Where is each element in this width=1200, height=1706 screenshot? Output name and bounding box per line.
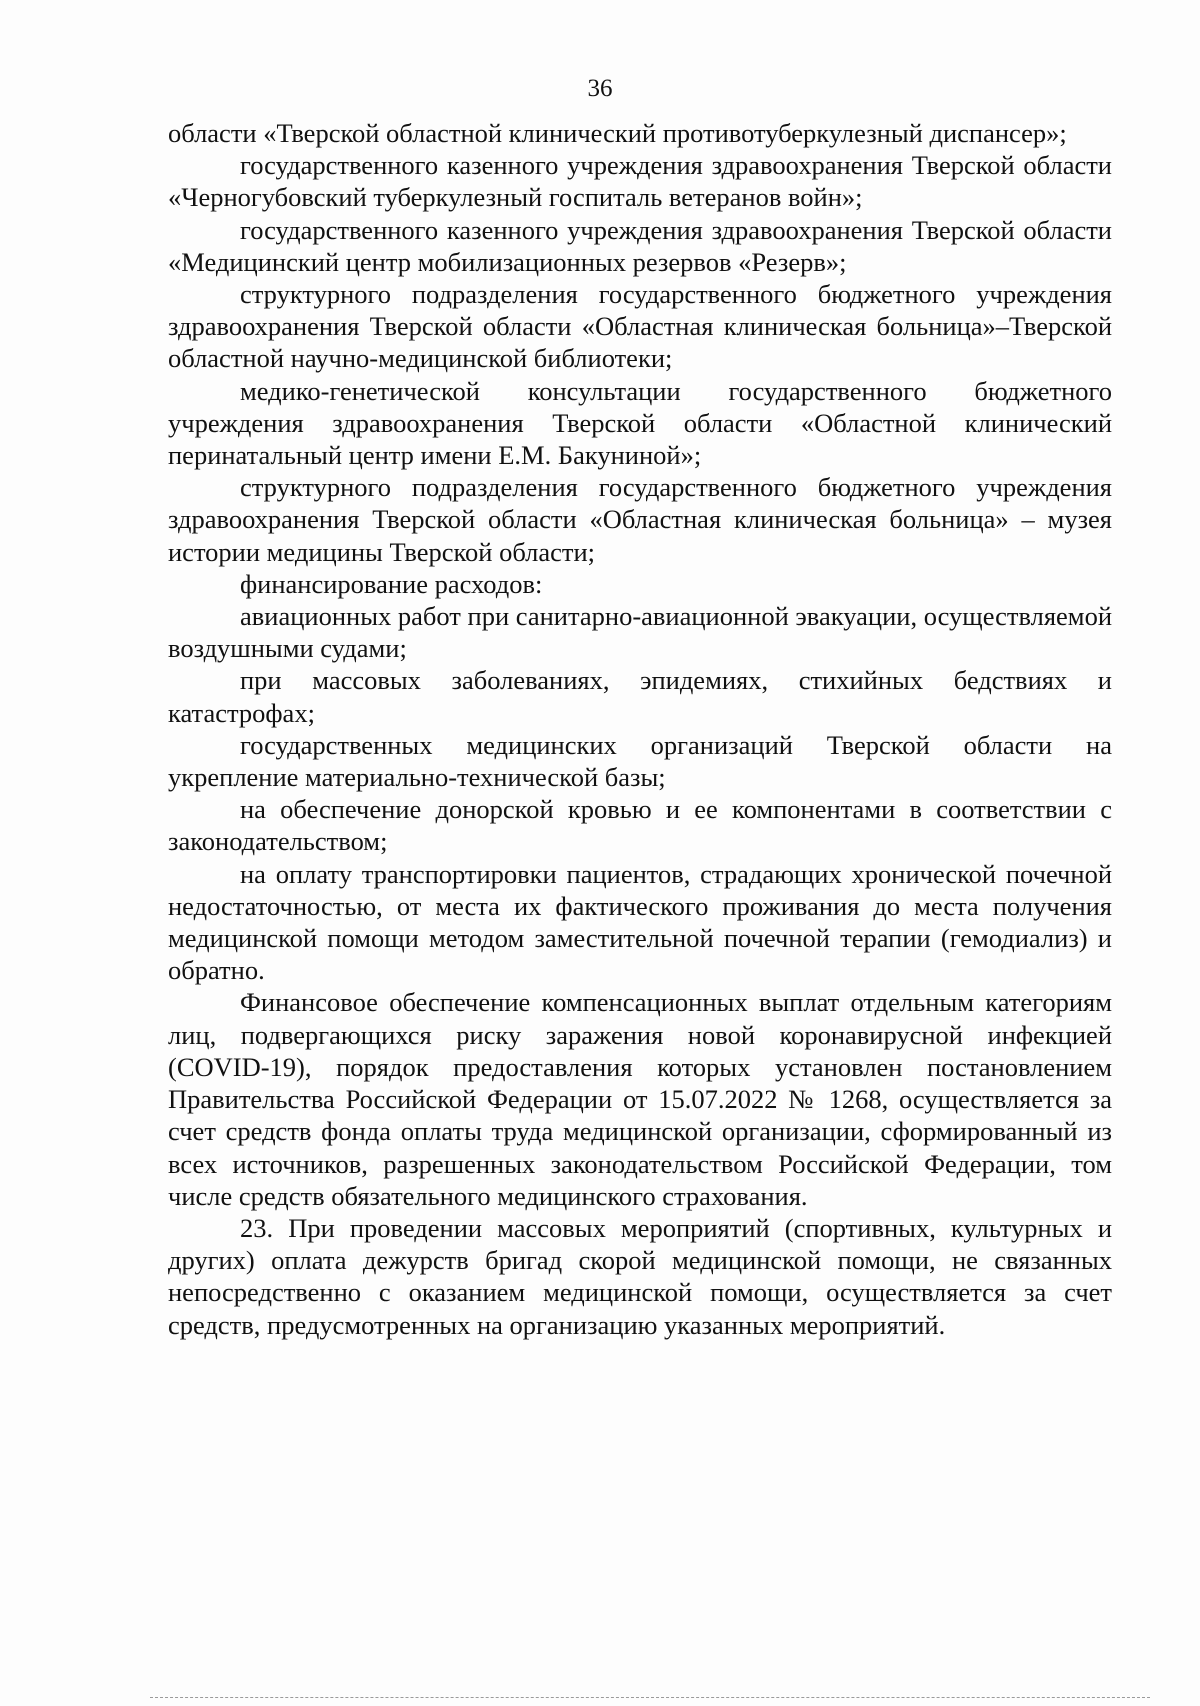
scan-edge-line [150, 1697, 1150, 1699]
paragraph: на оплату транспортировки пациентов, страдающих хронической почечной недостаточностью, от места их фактического проживания до места получения медицинской помощи методом заместительной почечной терапии (гемодиализ) и обратно. [168, 858, 1112, 986]
paragraph: государственного казенного учреждения здравоохранения Тверской области «Черногубовский туберкулезный госпиталь ветеранов войн»; [168, 150, 1112, 213]
paragraph: структурного подразделения государственного бюджетного учреждения здравоохранения Тверской области «Областная клиническая больница» – музея истории медицины Тверской области; [168, 472, 1112, 567]
paragraph: государственного казенного учреждения здравоохранения Тверской области «Медицинский центр мобилизационных резервов «Резерв»; [168, 214, 1112, 277]
paragraph: при массовых заболеваниях, эпидемиях, стихийных бедствиях и катастрофах; [168, 665, 1112, 728]
document-body [168, 117, 1112, 1341]
paragraph: 23. При проведении массовых мероприятий (спортивных, культурных и других) оплата дежурств бригад скорой медицинской помощи, не связанных непосредственно с оказанием медицинской помощи, осуществляется за счет средств, предусмотренных на организацию указанных мероприятий. [168, 1212, 1112, 1340]
paragraph: медико-генетической консультации государственного бюджетного учреждения здравоохранения Тверской области «Областной клинический перинатальный центр имени Е.М. Бакуниной»; [168, 375, 1112, 471]
page-number: 36 [587, 75, 613, 102]
paragraph: Финансовое обеспечение компенсационных выплат отдельным категориям лиц, подвергающихся риску заражения новой коронавирусной инфекцией (COVID-19), порядок предоставления которых установлен постановлением Правительства Российской Федерации от 15.07.2022 № 1268, осуществляется за счет средств фонда оплаты труда медицинской организации, сформированный из всех источников, разрешенных законодательством Российской Федерации, том числе средств обязательного медицинского страхования. [168, 987, 1112, 1211]
paragraph: структурного подразделения государственного бюджетного учреждения здравоохранения Тверской области «Областная клиническая больница»–Тверской областной научно-медицинской библиотеки; [168, 279, 1112, 374]
paragraph: на обеспечение донорской кровью и ее компонентами в соответствии с законодательством; [168, 794, 1112, 857]
paragraph: финансирование расходов: [240, 568, 543, 599]
paragraph: области «Тверской областной клинический противотуберкулезный диспансер»; [168, 118, 1067, 148]
paragraph: государственных медицинских организаций Тверской области на укрепление материально-технической базы; [168, 729, 1112, 793]
paragraph: авиационных работ при санитарно-авиационной эвакуации, осуществляемой воздушными судами; [168, 601, 1112, 664]
